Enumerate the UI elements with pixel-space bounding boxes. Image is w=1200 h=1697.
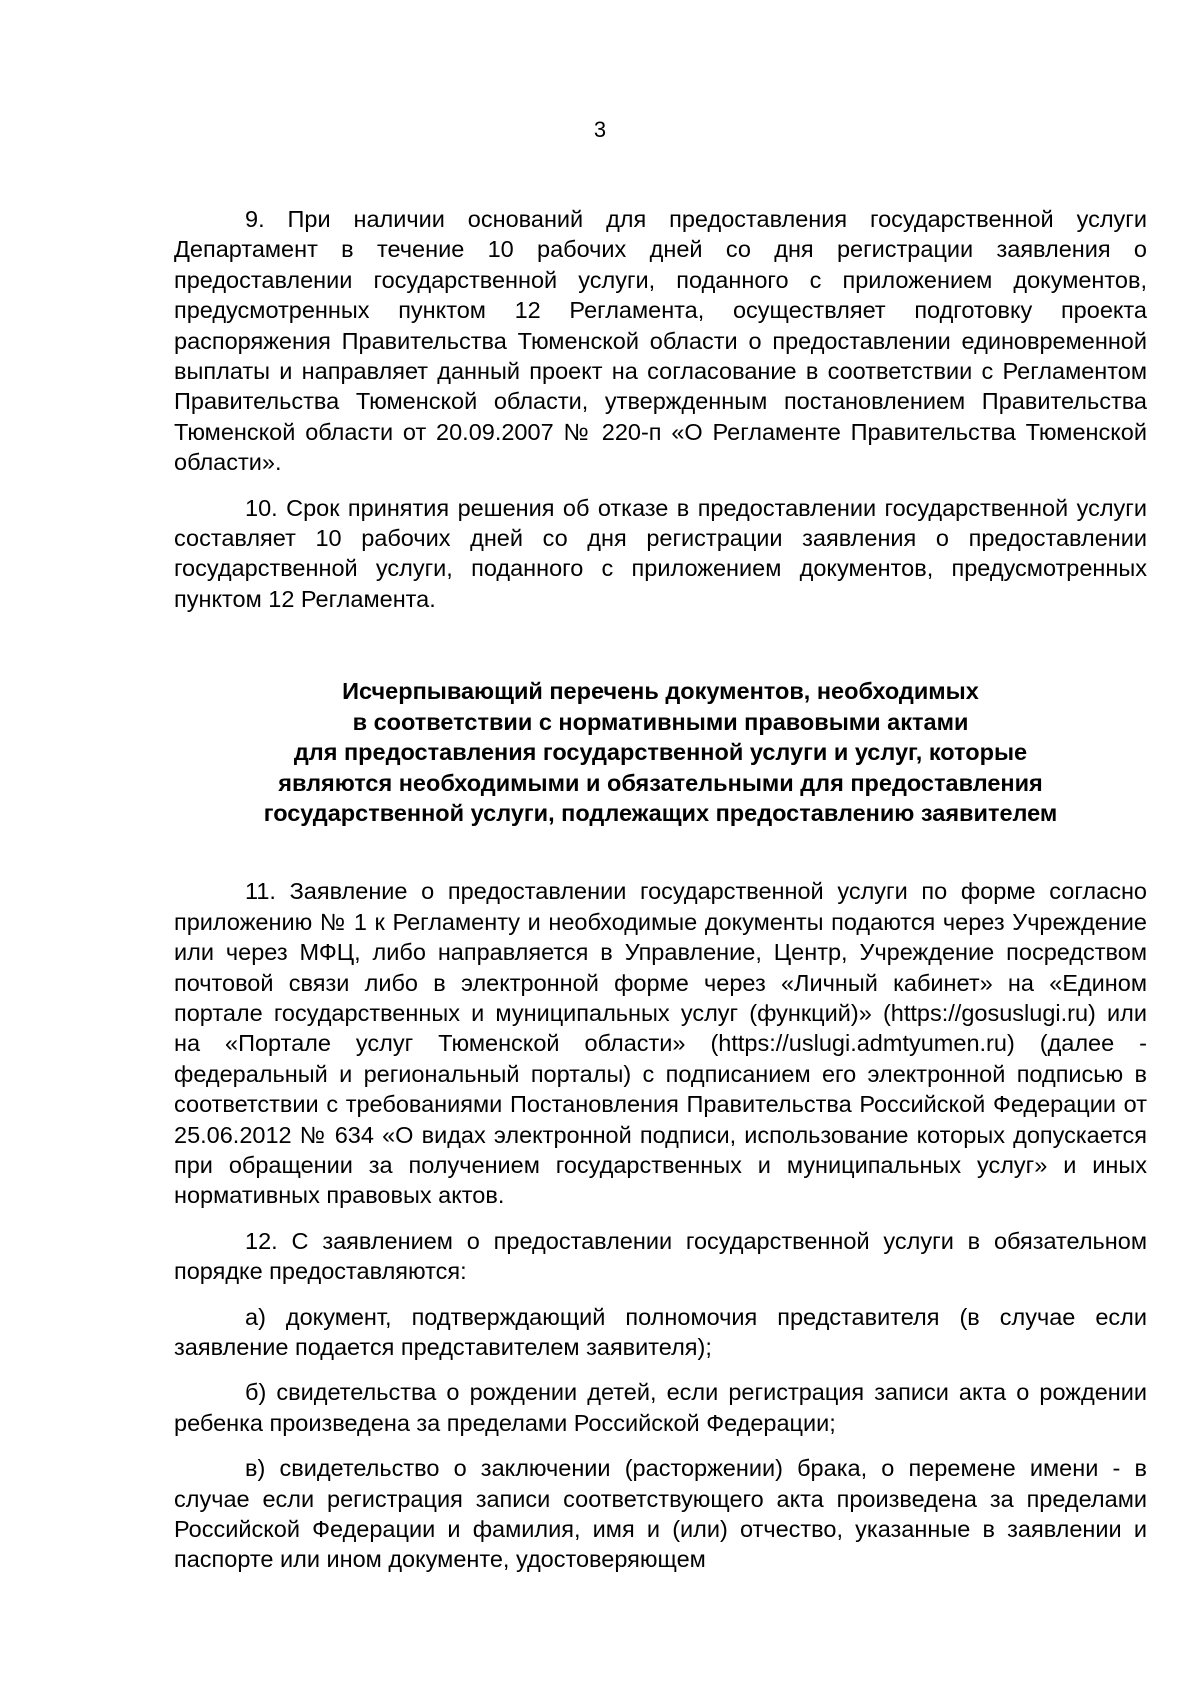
paragraph-9: 9. При наличии оснований для предоставления государственной услуги Департамент в течение 10 рабочих дней со дня регистрации заявления о предоставлении государственной услуги, поданного с приложением документов, предусмотренных пунктом 12 Регламента, осуществляет подготовку проекта распоряжения Правительства Тюменской области о предоставлении единовременной выплаты и направляет данный проект на согласование в соответствии с Регламентом Правительства Тюменской области, утвержденным постановлением Правительства Тюменской области от 20.09.2007 № 220-п «О Регламенте Правительства Тюменской области». [174,206,1147,476]
paragraph-12v: в) свидетельство о заключении (расторжении) брака, о перемене имени - в случае если регистрация записи соответствующего акта произведена за пределами Российской Федерации и фамилия, имя и (или) отчество, указанные в заявлении и паспорте или ином документе, удостоверяющем [174,1455,1147,1573]
paragraph-12: 12. С заявлением о предоставлении государственной услуги в обязательном порядке предоставляются: [174,1227,1147,1285]
section-heading-line: являются необходимыми и обязательными для предоставления [278,769,1043,796]
section-heading-line: для предоставления государственной услуги и услуг, которые [293,739,1028,766]
section-heading-line: в соответствии с нормативными правовыми актами [352,708,969,735]
paragraph-12b: б) свидетельства о рождении детей, если регистрация записи акта о рождении ребенка произведена за пределами Российской Федерации; [174,1379,1147,1436]
document-body [174,204,1147,1590]
section-heading [174,676,1147,828]
paragraph-11: 11. Заявление о предоставлении государственной услуги по форме согласно приложению № 1 к Регламенту и необходимые документы подаются через Учреждение или через МФЦ, либо направляется в Управление, Центр, Учреждение посредством почтовой связи либо в электронной форме через «Личный кабинет» на «Едином портале государственных и муниципальных услуг (функций)» (https://gosuslugi.ru) или на «Портале услуг Тюменской области» (https://uslugi.admtyumen.ru) (далее - федеральный и региональный порталы) с подписанием его электронной подписью в соответствии с требованиями Постановления Правительства Российской Федерации от 25.06.2012 № 634 «О видах электронной подписи, использование которых допускается при обращении за получением государственных и муниципальных услуг» и иных нормативных правовых актов. [174,878,1147,1209]
section-heading-line: государственной услуги, подлежащих предоставлению заявителем [263,799,1058,826]
paragraph-12a: а) документ, подтверждающий полномочия представителя (в случае если заявление подается представителем заявителя); [174,1303,1147,1360]
page-number: 3 [593,117,607,142]
paragraph-10: 10. Срок принятия решения об отказе в предоставлении государственной услуги составляет 10 рабочих дней со дня регистрации заявления о предоставлении государственной услуги, поданного с приложением документов, предусмотренных пунктом 12 Регламента. [174,494,1147,612]
section-heading-line: Исчерпывающий перечень документов, необходимых [342,678,979,705]
